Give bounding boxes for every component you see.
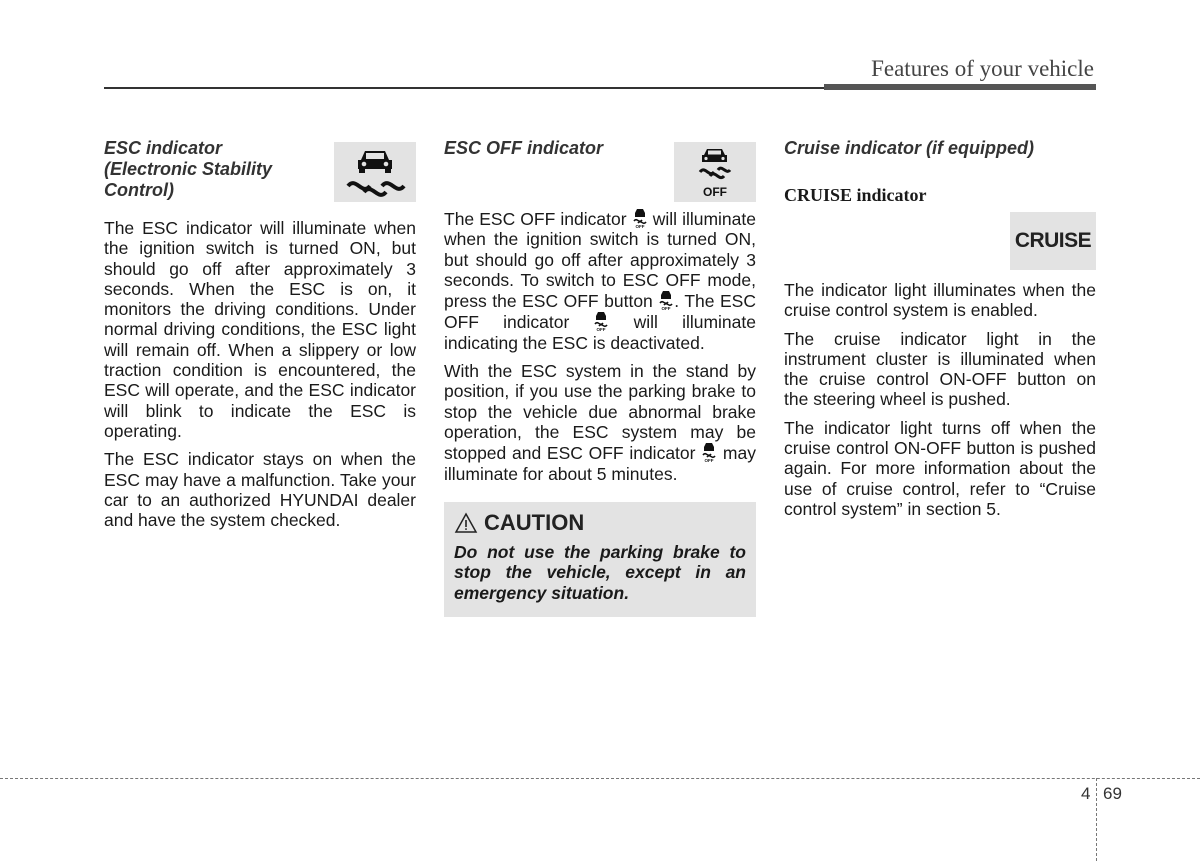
- svg-text:OFF: OFF: [661, 306, 671, 311]
- svg-text:OFF: OFF: [596, 327, 606, 332]
- esc-off-inline-icon: [701, 442, 717, 462]
- caution-title: CAUTION: [484, 509, 585, 535]
- header-title: Features of your vehicle: [871, 56, 1094, 81]
- header-rule-accent: [824, 84, 1096, 90]
- esc-off-inline-icon: [658, 290, 674, 310]
- footer-divider: [0, 778, 1200, 779]
- esc-off-icon-label: OFF: [703, 185, 727, 199]
- cruise-title: Cruise indicator (if equipped): [784, 138, 1035, 158]
- esc-off-icon-box: [674, 142, 756, 202]
- esc-indicator-title: ESC indicator (Electronic Stability Control): [104, 138, 273, 200]
- esc-off-car-icon: [674, 142, 756, 202]
- cruise-paragraph-2: The cruise indicator light in the instrument cluster is illuminated when the cruise control ON-OFF button on the steering wheel is pushed.: [784, 328, 1096, 410]
- esc-off-indicator-section: [444, 138, 756, 617]
- esc-off-paragraph-2: With the ESC system in the stand by position, if you use the parking brake to stop the vehicle due abnormal brake operation, the ESC system may be stopped and ESC OFF indicator OFF may illuminate for about 5 minutes.: [444, 361, 756, 484]
- cruise-subhead: CRUISE indicator: [784, 185, 927, 205]
- page-number: 69: [1103, 784, 1122, 803]
- svg-text:OFF: OFF: [635, 224, 645, 228]
- cruise-icon-label: CRUISE: [1014, 229, 1092, 252]
- esc-off-title: ESC OFF indicator: [444, 138, 604, 158]
- cruise-paragraph-3: The indicator light turns off when the cruise control ON-OFF button is pushed again. For more information about the use of cruise control, refer to “Cruise control system” in section 5.: [784, 417, 1096, 519]
- esc-paragraph-1: The ESC indicator will illuminate when the ignition switch is turned ON, but should go off after approximately 3 seconds. When the ESC is on, it monitors the driving conditions. Under normal driving conditions, the ESC light will remain off. When a slippery or low traction condition is encountered, the ESC will operate, and the ESC indicator will blink to indicate the ESC is operating.: [104, 218, 416, 441]
- esc-off-inline-icon: [632, 208, 648, 228]
- page-chapter: 4: [1081, 784, 1091, 803]
- esc-indicator-section: [104, 138, 416, 538]
- esc-off-paragraph-1: The ESC OFF indicator OFF will illuminate when the ignition switch is turned ON, but should go off after approximately 3 seconds. To switch to ESC OFF mode, press the ESC OFF button OFF . The ESC OFF indicator OFF will illuminate indicating the ESC is deactivated.: [444, 209, 756, 353]
- cruise-indicator-section: [784, 138, 1096, 527]
- cruise-paragraph-1: The indicator light illuminates when the cruise control system is enabled.: [784, 280, 1096, 321]
- caution-text: Do not use the parking brake to stop the vehicle, except in an emergency situation.: [454, 541, 746, 603]
- footer-vertical-divider: [1096, 778, 1097, 861]
- esc-paragraph-2: The ESC indicator stays on when the ESC may have a malfunction. Take your car to an authorized HYUNDAI dealer and have the system checked.: [104, 449, 416, 531]
- esc-skid-car-icon: [334, 142, 416, 202]
- esc-indicator-icon-box: [334, 142, 416, 202]
- caution-box: [444, 502, 756, 618]
- warning-triangle-icon: [454, 512, 478, 534]
- esc-off-inline-icon: [593, 311, 609, 331]
- svg-text:OFF: OFF: [704, 458, 714, 463]
- cruise-icon-box: [1010, 212, 1096, 270]
